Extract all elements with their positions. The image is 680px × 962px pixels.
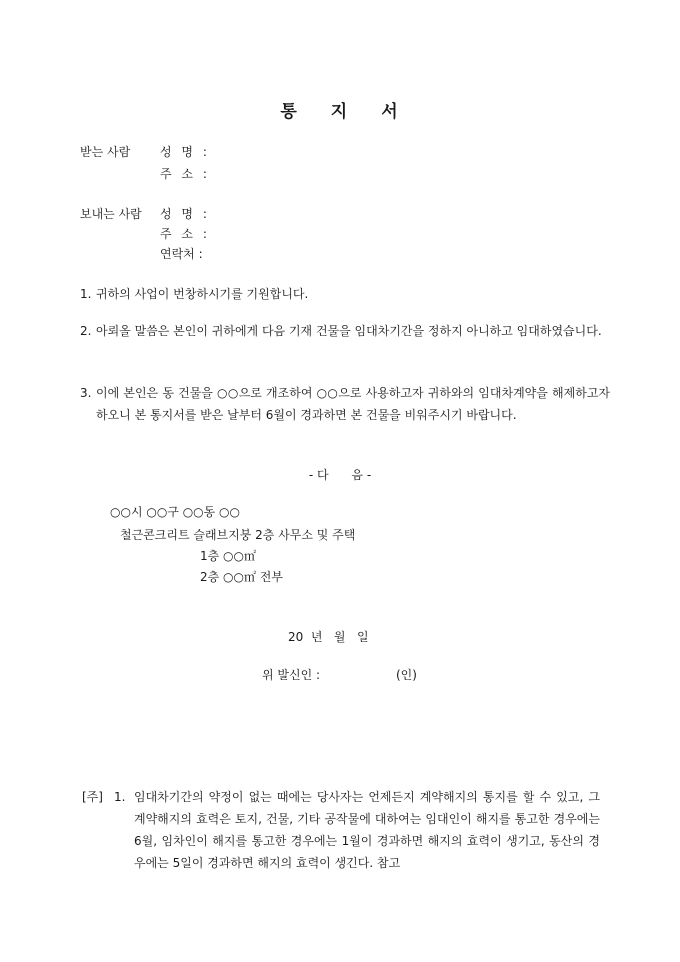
signature-label: 위 발신인 : bbox=[262, 668, 321, 682]
sender-label: 보내는 사람 bbox=[80, 207, 142, 221]
footnote-number: 1. bbox=[114, 790, 126, 804]
details-floor-2: 2층 ○○㎡ 전부 bbox=[200, 570, 283, 584]
document-title bbox=[0, 97, 680, 122]
paragraph-3-number: 3. bbox=[80, 386, 92, 400]
recipient-name-label: 성 명 : bbox=[160, 145, 207, 159]
sender-name-label: 성 명 : bbox=[160, 207, 207, 221]
recipient-address-label: 주 소 : bbox=[160, 167, 207, 181]
paragraph-1-number: 1. bbox=[80, 287, 92, 301]
seal-mark: (인) bbox=[396, 668, 417, 682]
paragraph-3 bbox=[80, 382, 610, 426]
document-date: 20 년 월 일 bbox=[288, 630, 369, 644]
paragraph-3-text: 이에 본인은 동 건물을 ○○으로 개조하여 ○○으로 사용하고자 귀하와의 임대차계약을 해제하고자 하오니 본 통지서를 받은 날부터 6월이 경과하면 본 건물을 비워주시기 바랍니다. bbox=[96, 386, 610, 422]
title-char-1: 통 bbox=[280, 102, 299, 122]
details-floor-1: 1층 ○○㎡ bbox=[200, 549, 256, 563]
footnote bbox=[82, 786, 600, 874]
paragraph-2-number: 2. bbox=[80, 324, 92, 338]
sender-contact-label: 연락처 : bbox=[160, 247, 203, 261]
details-heading: - 다 음 - bbox=[308, 468, 372, 482]
footnote-text: 임대차기간의 약정이 없는 때에는 당사자는 언제든지 계약해지의 통지를 할 수 있고, 그 계약해지의 효력은 토지, 건물, 기타 공작물에 대하여는 임대인이 해지를 통고한 경우에는 6월, 임차인이 해지를 통고한 경우에는 1월이 경과하면 해지의 효력이 생기고, 동산의 경우에는 5일이 경과하면 해지의 효력이 생긴다. 참고 bbox=[134, 790, 600, 870]
details-address: ○○시 ○○구 ○○동 ○○ bbox=[110, 505, 240, 519]
sender-address-label: 주 소 : bbox=[160, 227, 207, 241]
paragraph-2-text: 아뢰올 말씀은 본인이 귀하에게 다음 기재 건물을 임대차기간을 정하지 아니하고 임대하였습니다. bbox=[96, 324, 602, 338]
paragraph-2 bbox=[80, 320, 610, 342]
title-char-2: 지 bbox=[330, 102, 350, 122]
paragraph-1-text: 귀하의 사업이 번창하시기를 기원합니다. bbox=[96, 287, 309, 301]
recipient-label: 받는 사람 bbox=[80, 145, 131, 159]
footnote-tag: [주] bbox=[82, 790, 103, 804]
details-building: 철근콘크리트 슬래브지붕 2층 사무소 및 주택 bbox=[120, 528, 356, 542]
title-char-3: 서 bbox=[381, 102, 400, 122]
paragraph-1 bbox=[80, 283, 610, 305]
